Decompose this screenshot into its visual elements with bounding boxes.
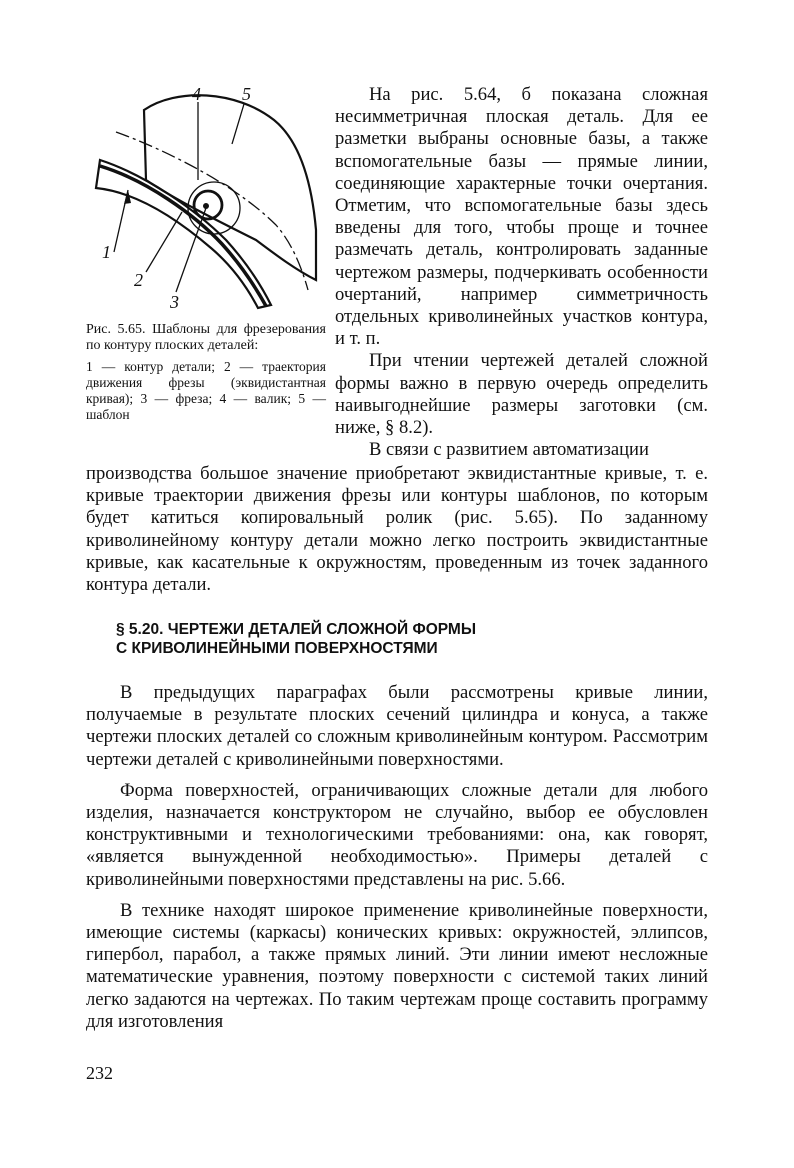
- section-heading: [116, 620, 676, 658]
- leader-5: [232, 104, 244, 144]
- section-heading-line-2: С КРИВОЛИНЕЙНЫМИ ПОВЕРХНОСТЯМИ: [116, 640, 438, 657]
- paragraph: В технике находят широкое применение криволинейные поверхности, имеющие системы (каркасы) конических кривых: окружностей, эллипсов, гипербол, парабол, а также прямых линий. Эти линии имеют несложные математические уравнения, поэтому поверхности с системой таких линий легко задаются на чертежах. По таким чертежам проще составить программу для изготовления: [86, 899, 708, 1032]
- milling-template-drawing: [86, 80, 326, 320]
- paragraph: Форма поверхностей, ограничивающих сложные детали для любого изделия, назначается конструктором не случайно, выбор ее обусловлен конструктивными и технологическими требованиями: она, как говорят, «является вынужденной необходимостью». Примеры деталей с криволинейными поверхностями представлены на рис. 5.66.: [86, 779, 708, 890]
- label-5: 5: [242, 84, 251, 104]
- paragraph-start: В связи с развитием автоматизации: [369, 439, 649, 461]
- label-1: 1: [102, 242, 111, 262]
- label-3: 3: [170, 292, 179, 312]
- caption-title: Рис. 5.65. Шаблоны для фрезерования по контуру плоских деталей:: [86, 322, 326, 353]
- figure-caption: [86, 322, 326, 423]
- continuation-text: [86, 463, 708, 596]
- paragraph: На рис. 5.64, б показана сложная несимметричная плоская деталь. Для ее разметки выбраны основные базы, а также вспомогательные базы — прямые линии, соединяющие характерные точки очертания. Отметим, что вспомогательные базы здесь введены для того, чтобы проще и точнее размечать деталь, контролировать заданные чертежом размеры, подчеркивать особенности очертаний, например симметричность отдельных криволинейных участков контура, и т. п.: [335, 84, 708, 350]
- contour-fill-edge: [100, 166, 266, 306]
- paragraph: При чтении чертежей деталей сложной формы важно в первую очередь определить наивыгоднейшие размеры заготовки (см. ниже, § 8.2).: [335, 350, 708, 439]
- label-4: 4: [192, 84, 201, 104]
- paragraph-continuation: производства большое значение приобретают эквидистантные кривые, т. е. кривые траектории движения фрезы или контуры шаблонов, по которым будет катиться копировальный ролик (рис. 5.65). По заданному криволинейному контуру детали можно легко построить эквидистантные кривые, как касательные к окружностям, проведенным из точек заданного контура детали.: [86, 463, 708, 596]
- section-heading-line-1: § 5.20. ЧЕРТЕЖИ ДЕТАЛЕЙ СЛОЖНОЙ ФОРМЫ: [116, 621, 476, 638]
- paragraph: В предыдущих параграфах были рассмотрены кривые линии, получаемые в результате плоских сечений цилиндра и конуса, а также чертежи плоских деталей со сложным криволинейным контуром. Рассмотрим чертежи деталей с криволинейными поверхностями.: [86, 682, 708, 770]
- page-number: 232: [86, 1063, 113, 1083]
- section-body: [86, 682, 708, 1033]
- right-column-text: [335, 84, 708, 461]
- label-2: 2: [134, 270, 143, 290]
- leader-2: [146, 212, 182, 272]
- figure-5-65: [86, 80, 326, 320]
- caption-legend: 1 — контур детали; 2 — траектория движения фрезы (эквидистантная кривая); 3 — фреза; 4 — валик; 5 — шаблон: [86, 359, 326, 422]
